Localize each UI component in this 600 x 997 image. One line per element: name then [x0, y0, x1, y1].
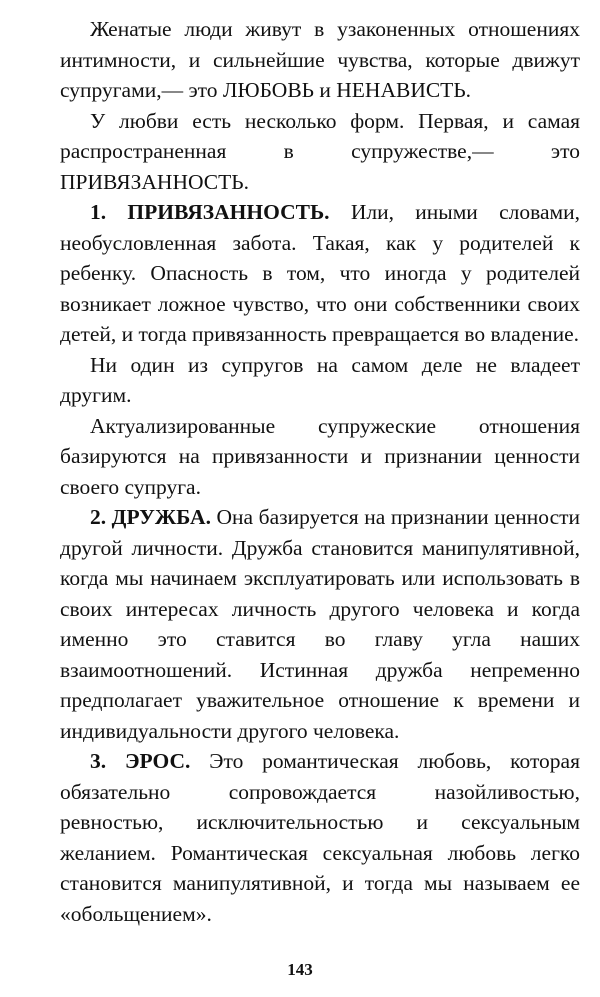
- paragraph-text: Актуализированные супружеские отношения базируются на привязанности и признании ценности своего супруга.: [60, 413, 580, 499]
- section-heading-attachment: 1. ПРИВЯЗАННОСТЬ.: [90, 200, 330, 224]
- paragraph-friendship: [60, 502, 580, 746]
- paragraph-intro: [60, 14, 580, 106]
- paragraph-attachment: [60, 197, 580, 350]
- section-heading-friendship: 2. ДРУЖБА.: [90, 505, 211, 529]
- paragraph-text: Женатые люди живут в узаконенных отношениях интимности, и сильнейшие чувства, которые движут супругами,— это ЛЮБОВЬ и НЕНАВИСТЬ.: [60, 17, 580, 102]
- paragraph-text: Или, иными словами, необусловленная забота. Такая, как у родителей к ребенку. Опасность в том, что иногда у родителей возникает ложное чувство, что они собственники своих детей, и тогда привязанность превращается во владение.: [60, 200, 581, 346]
- book-page: [60, 14, 580, 929]
- paragraph-text: Это романтическая любовь, которая обязательно сопровождается назойливостью, ревностью, исключительностью и сексуальным желанием. Романтическая сексуальная любовь легко становится манипулятивной, и тогда мы называем ее «обольщением».: [60, 749, 580, 926]
- section-heading-eros: 3. ЭРОС.: [90, 749, 191, 773]
- paragraph-text: Ни один из супругов на самом деле не владеет другим.: [60, 352, 580, 407]
- paragraph-eros: [60, 746, 580, 929]
- page-number: 143: [287, 960, 313, 979]
- paragraph-text: У любви есть несколько форм. Первая, и самая распространенная в супружестве,— это ПРИВЯЗАННОСТЬ.: [60, 108, 580, 194]
- paragraph-text: Она базируется на признании ценности другой личности. Дружба становится манипулятивной, когда мы начинаем эксплуатировать или использовать в своих интересах личность другого человека и когда именно это ставится во главу угла наших взаимоотношений. Истинная дружба непременно предполагает уважительное отношение к времени и индивидуальности другого человека.: [60, 505, 581, 743]
- paragraph-actualized-relations: [60, 411, 580, 503]
- paragraph-forms-of-love: [60, 106, 580, 198]
- paragraph-no-ownership: [60, 350, 580, 411]
